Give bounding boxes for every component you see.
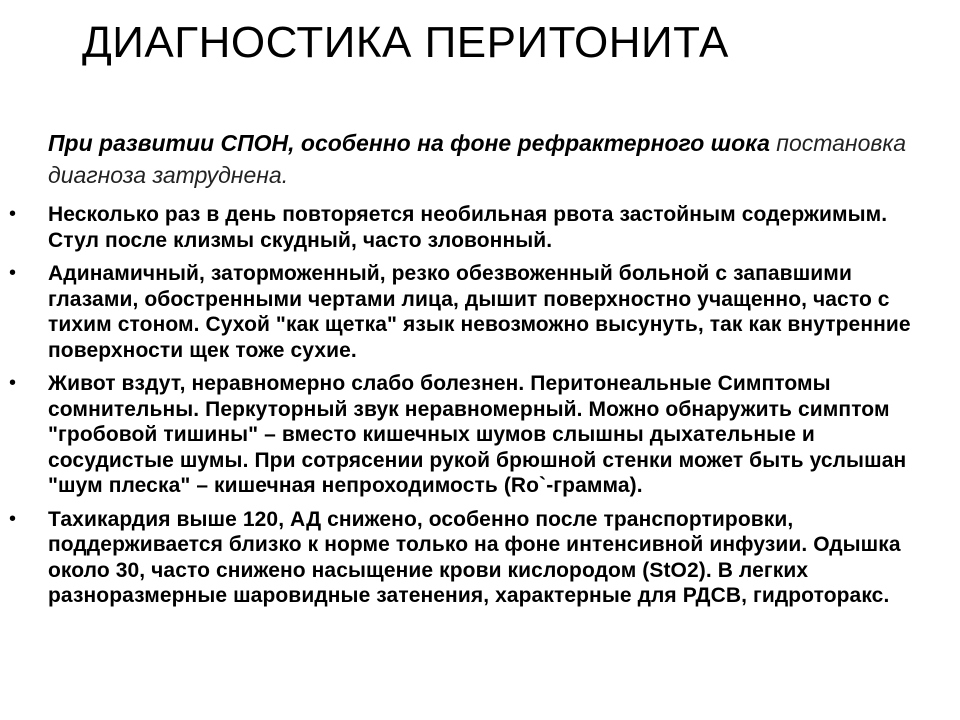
bullet-dot-icon: • xyxy=(9,262,17,284)
bullet-dot-icon: • xyxy=(9,507,17,530)
intro-paragraph xyxy=(48,127,928,191)
bullet-item-cardio-respiratory xyxy=(0,507,960,609)
bullet-item-vomiting xyxy=(0,202,960,253)
bullet-text: Живот вздут, неравномерно слабо болезнен. Перитонеальные Симптомы сомнительны. Перкуторный звук неравномерный. Можно обнаружить симптом "гробовой тишины" – вместо кишечных шумов слышны дыхательные и сосудистые шумы. При сотрясении рукой брюшной стенки может быть услышан "шум плеска" – кишечная непроходимость (Ro`-грамма). xyxy=(48,372,907,497)
bullet-dot-icon: • xyxy=(9,372,17,394)
bullet-list xyxy=(0,202,960,617)
bullet-item-patient-state xyxy=(0,261,960,363)
slide-title: ДИАГНОСТИКА ПЕРИТОНИТА xyxy=(82,18,729,67)
bullet-dot-icon: • xyxy=(9,203,17,225)
intro-continuation: постановка диагноза затруднена. xyxy=(48,130,907,188)
bullet-text: Несколько раз в день повторяется необильная рвота застойным содержимым. Стул после клизмы скудный, часто зловонный. xyxy=(48,203,888,252)
bullet-item-abdomen xyxy=(0,371,960,499)
intro-emphasis: При развитии СПОН, особенно на фоне рефрактерного шока xyxy=(48,130,770,156)
bullet-text: Адинамичный, заторможенный, резко обезвоженный больной с запавшими глазами, обостренными чертами лица, дышит поверхностно учащенно, часто с тихим стоном. Сухой "как щетка" язык невозможно высунуть, так как внутренние поверхности щек тоже сухие. xyxy=(48,262,911,362)
bullet-text: Тахикардия выше 120, АД снижено, особенно после транспортировки, поддерживается близко к норме только на фоне интенсивной инфузии. Одышка около 30, часто снижено насыщение крови кислородом (StO2). В легких разноразмерные шаровидные затенения, характерные для РДСВ, гидроторакс. xyxy=(48,507,901,607)
